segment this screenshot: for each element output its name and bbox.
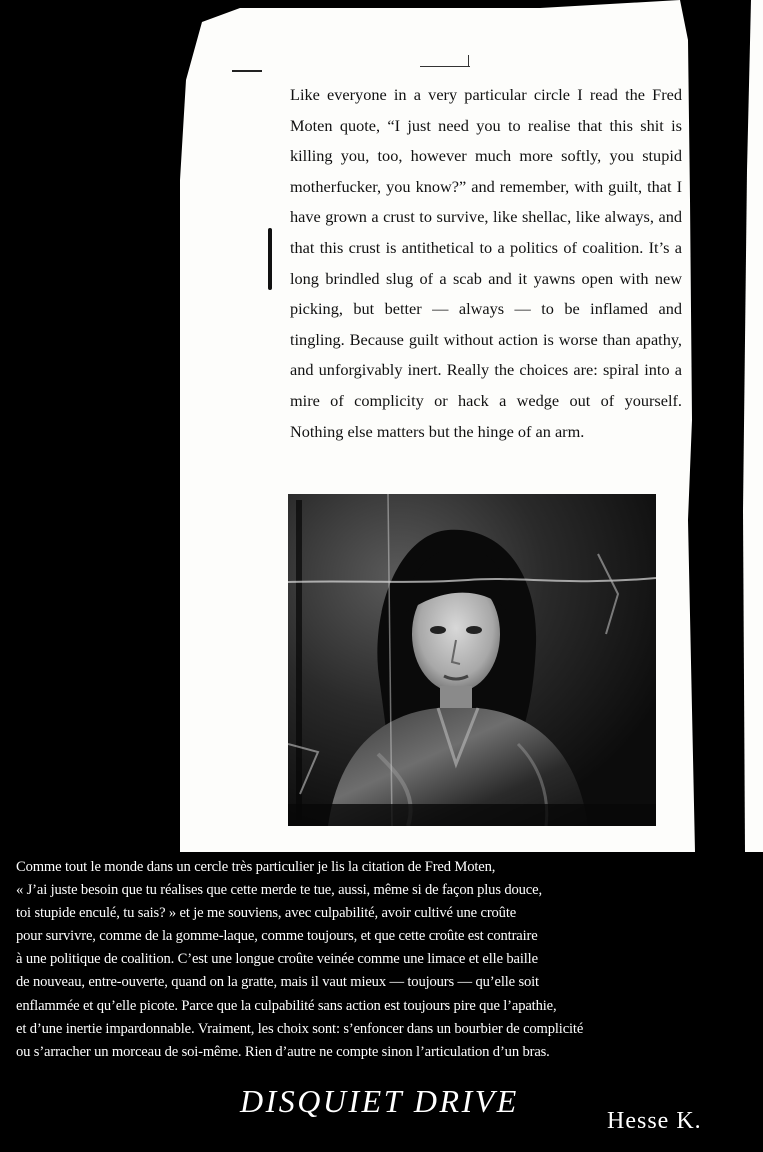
english-paragraph: Like everyone in a very particular circle I read the Fred Moten quote, “I just need you to realise that this shit is killing you, too, however much more softly, you stupid motherfucker, you know?” and remember, with guilt, that I have grown a crust to survive, like shellac, like always, and that this crust is antithetical to a politics of coalition. It’s a long brindled slug of a scab and it yawns open with new picking, but better — always — to be inflamed and tingling. Because guilt without action is worse than apathy, and unforgivably inert. Really the choices are: spiral into a mire of complicity or hack a wedge out of yourself. Nothing else matters but the hinge of an arm. bbox=[290, 85, 682, 441]
top-rule-tick bbox=[468, 55, 469, 67]
top-rule bbox=[420, 66, 470, 67]
french-translation: Comme tout le monde dans un cercle très particulier je lis la citation de Fred Moten, « J’ai juste besoin que tu réalises que cette merde te tue, aussi, même si de façon plus douce, toi stupide enculé, tu sais? » et je me souviens, avec culpabilité, avoir cultivé une croûte pour survivre, comme de la gomme-laque, comme toujours, et que cette croûte est contraire à une politique de coalition. C’est une longue croûte veinée comme une limace et elle baille de nouveau, entre-ouverte, quand on la gratte, mais il vaut mieux — toujours — qu’elle soit enflammée et qu’elle picote. Parce que la culpabilité sans action est toujours pire que l’apathie, et d’une inertie impardonnable. Vraiment, les choix sont: s’enfoncer dans un bourbier de complicité ou s’arracher un morceau de soi-même. Rien d’autre ne compte sinon l’articulation d’un bras. bbox=[16, 859, 584, 1060]
portrait-photo bbox=[288, 494, 656, 826]
author-name: Hesse K. bbox=[607, 1108, 702, 1134]
margin-pen-mark bbox=[268, 228, 272, 290]
paper-edge-strip bbox=[743, 0, 763, 852]
title: DISQUIET DRIVE bbox=[240, 1083, 519, 1119]
portrait-illustration bbox=[288, 494, 656, 826]
margin-rule bbox=[232, 70, 262, 72]
